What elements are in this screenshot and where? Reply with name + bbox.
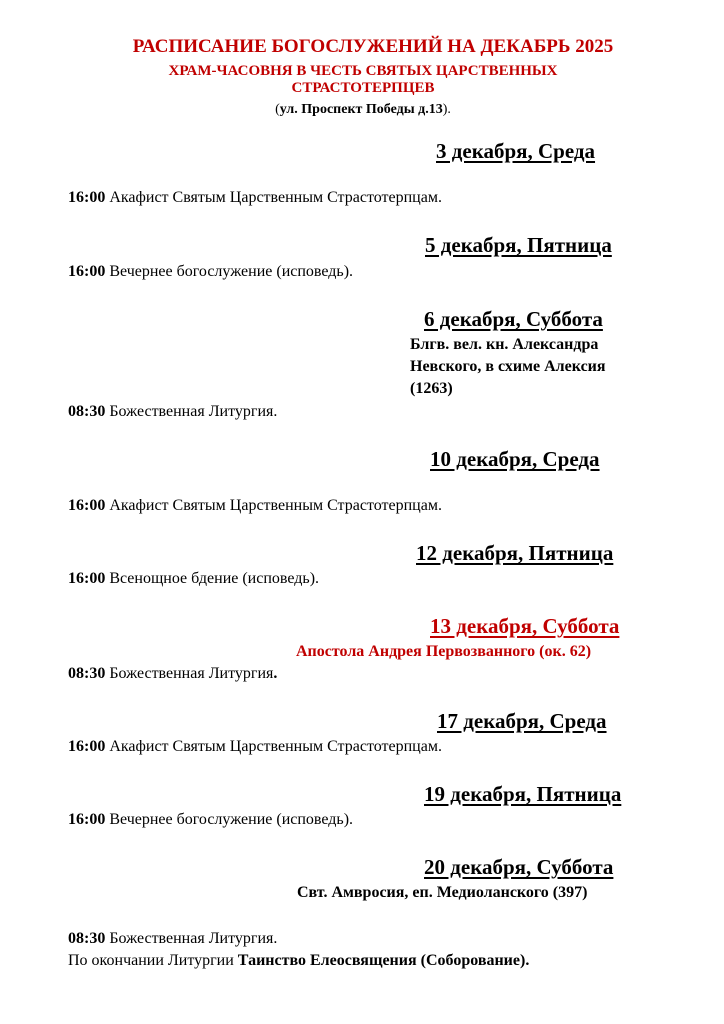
service-dec-19	[68, 811, 353, 829]
service-dec-12	[68, 570, 319, 588]
service-time: 16:00	[68, 263, 106, 280]
service-time: 16:00	[68, 570, 106, 587]
feast-dec-20: Свт. Амвросия, еп. Медиоланского (397)	[297, 884, 588, 901]
church-name-line1: ХРАМ-ЧАСОВНЯ В ЧЕСТЬ СВЯТЫХ ЦАРСТВЕННЫХ	[168, 63, 558, 79]
feast-dec-6-line3: (1263)	[410, 380, 453, 397]
service-dec-3	[68, 189, 442, 207]
service-dec-20	[68, 930, 277, 948]
service-dec-13	[68, 665, 277, 683]
service-dec-5	[68, 263, 353, 281]
service-text: Божественная Литургия	[105, 665, 274, 682]
page-title: РАСПИСАНИЕ БОГОСЛУЖЕНИЙ НА ДЕКАБРЬ 2025	[132, 36, 614, 57]
church-name-line2: СТРАСТОТЕРПЦЕВ	[291, 80, 435, 96]
service-dec-17	[68, 738, 442, 756]
service-note-dec-20	[68, 952, 529, 970]
feast-dec-13: Апостола Андрея Первозванного (ок. 62)	[296, 643, 592, 660]
service-text: Акафист Святым Царственным Страстотерпцам.	[105, 497, 442, 514]
service-text: Вечернее богослужение (исповедь).	[105, 811, 354, 828]
service-time: 08:30	[68, 930, 106, 947]
day-heading-dec-5: 5 декабря, Пятница	[425, 233, 612, 257]
service-text: Акафист Святым Царственным Страстотерпцам.	[105, 189, 442, 206]
day-heading-dec-10: 10 декабря, Среда	[430, 447, 600, 471]
service-time: 08:30	[68, 403, 106, 420]
day-heading-dec-3: 3 декабря, Среда	[436, 139, 596, 163]
service-time: 16:00	[68, 811, 106, 828]
day-heading-dec-6: 6 декабря, Суббота	[424, 307, 603, 331]
service-text: Вечернее богослужение (исповедь).	[105, 263, 354, 280]
address-open-paren: (	[275, 102, 280, 117]
service-text: Божественная Литургия.	[105, 403, 278, 420]
service-dec-6	[68, 403, 277, 421]
day-heading-dec-13: 13 декабря, Суббота	[430, 614, 620, 638]
service-text: Акафист Святым Царственным Страстотерпцам.	[105, 738, 442, 755]
service-time: 08:30	[68, 665, 106, 682]
note-plain: По окончании Литургии	[68, 952, 238, 969]
service-dec-10	[68, 497, 442, 515]
address-close-paren: ).	[442, 102, 451, 117]
day-heading-dec-20: 20 декабря, Суббота	[424, 855, 614, 879]
service-time: 16:00	[68, 497, 106, 514]
service-text-end: .	[273, 665, 278, 682]
feast-dec-6-line1: Блгв. вел. кн. Александра	[410, 336, 599, 353]
day-heading-dec-17: 17 декабря, Среда	[437, 709, 607, 733]
service-text: Божественная Литургия.	[105, 930, 278, 947]
note-bold: Таинство Елеосвящения (Соборование).	[237, 952, 530, 969]
address-text: ул. Проспект Победы д.13	[279, 102, 443, 117]
service-text: Всенощное бдение (исповедь).	[105, 570, 320, 587]
service-time: 16:00	[68, 738, 106, 755]
service-time: 16:00	[68, 189, 106, 206]
day-heading-dec-12: 12 декабря, Пятница	[416, 541, 614, 565]
church-address	[0, 102, 724, 118]
day-heading-dec-19: 19 декабря, Пятница	[424, 782, 622, 806]
feast-dec-6-line2: Невского, в схиме Алексия	[410, 358, 606, 375]
